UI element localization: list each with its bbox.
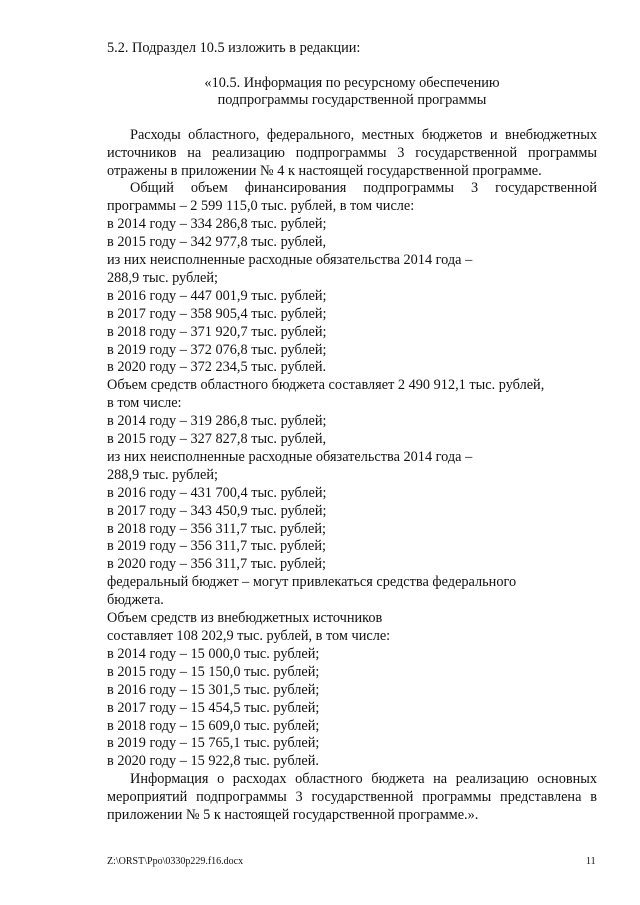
offbudget-line-2: составляет 108 202,9 тыс. рублей, в том числе: xyxy=(107,628,391,644)
total-unfulfilled-line-2: 288,9 тыс. рублей; xyxy=(107,270,219,286)
regional-unfulfilled-line-2: 288,9 тыс. рублей; xyxy=(107,467,219,483)
regional-2020: в 2020 году – 356 311,7 тыс. рублей; xyxy=(107,556,326,572)
total-2016: в 2016 году – 447 001,9 тыс. рублей; xyxy=(107,288,327,304)
regional-unfulfilled-line-1: из них неисполненные расходные обязательства 2014 года – xyxy=(107,449,473,465)
regional-2018: в 2018 году – 356 311,7 тыс. рублей; xyxy=(107,521,326,537)
footer-file-path: Z:\ORST\Ppo\0330p229.f16.docx xyxy=(107,856,244,867)
para1-line-2: источников на реализацию подпрограммы 3 государственной программы xyxy=(107,145,597,161)
regional-2019: в 2019 году – 356 311,7 тыс. рублей; xyxy=(107,538,326,554)
total-2019: в 2019 году – 372 076,8 тыс. рублей; xyxy=(107,342,327,358)
total-2017: в 2017 году – 358 905,4 тыс. рублей; xyxy=(107,306,327,322)
total-line-2: программы – 2 599 115,0 тыс. рублей, в том числе: xyxy=(107,198,415,214)
section-heading-line-2: подпрограммы государственной программы xyxy=(217,92,487,108)
final-line-3: приложении № 5 к настоящей государственной программе.». xyxy=(107,807,479,823)
regional-2014: в 2014 году – 319 286,8 тыс. рублей; xyxy=(107,413,327,429)
total-unfulfilled-line-1: из них неисполненные расходные обязательства 2014 года – xyxy=(107,252,473,268)
total-2014: в 2014 году – 334 286,8 тыс. рублей; xyxy=(107,216,327,232)
final-line-2: мероприятий подпрограммы 3 государственной программы представлена в xyxy=(107,789,597,805)
total-2018: в 2018 году – 371 920,7 тыс. рублей; xyxy=(107,324,327,340)
regional-2016: в 2016 году – 431 700,4 тыс. рублей; xyxy=(107,485,327,501)
footer-page-number: 11 xyxy=(586,856,596,867)
section-heading-line-1: «10.5. Информация по ресурсному обеспечению xyxy=(204,75,500,91)
federal-line-2: бюджета. xyxy=(107,592,164,608)
offbudget-2018: в 2018 году – 15 609,0 тыс. рублей; xyxy=(107,718,320,734)
intro-line: 5.2. Подраздел 10.5 изложить в редакции: xyxy=(107,40,361,56)
total-2015: в 2015 году – 342 977,8 тыс. рублей, xyxy=(107,234,327,250)
total-line-1: Общий объем финансирования подпрограммы 3 государственной xyxy=(130,180,597,196)
para1-line-3: отражены в приложении № 4 к настоящей государственной программе. xyxy=(107,163,542,179)
offbudget-line-1: Объем средств из внебюджетных источников xyxy=(107,610,383,626)
regional-2017: в 2017 году – 343 450,9 тыс. рублей; xyxy=(107,503,327,519)
regional-2015: в 2015 году – 327 827,8 тыс. рублей, xyxy=(107,431,327,447)
federal-line-1: федеральный бюджет – могут привлекаться средства федерального xyxy=(107,574,517,590)
final-line-1: Информация о расходах областного бюджета на реализацию основных xyxy=(130,771,597,787)
offbudget-2015: в 2015 году – 15 150,0 тыс. рублей; xyxy=(107,664,320,680)
regional-line-2: в том числе: xyxy=(107,395,182,411)
offbudget-2019: в 2019 году – 15 765,1 тыс. рублей; xyxy=(107,735,320,751)
regional-line-1: Объем средств областного бюджета составляет 2 490 912,1 тыс. рублей, xyxy=(107,377,545,393)
offbudget-2017: в 2017 году – 15 454,5 тыс. рублей; xyxy=(107,700,320,716)
para1-line-1: Расходы областного, федерального, местных бюджетов и внебюджетных xyxy=(130,127,597,143)
total-2020: в 2020 году – 372 234,5 тыс. рублей. xyxy=(107,359,327,375)
offbudget-2014: в 2014 году – 15 000,0 тыс. рублей; xyxy=(107,646,320,662)
offbudget-2016: в 2016 году – 15 301,5 тыс. рублей; xyxy=(107,682,320,698)
offbudget-2020: в 2020 году – 15 922,8 тыс. рублей. xyxy=(107,753,319,769)
